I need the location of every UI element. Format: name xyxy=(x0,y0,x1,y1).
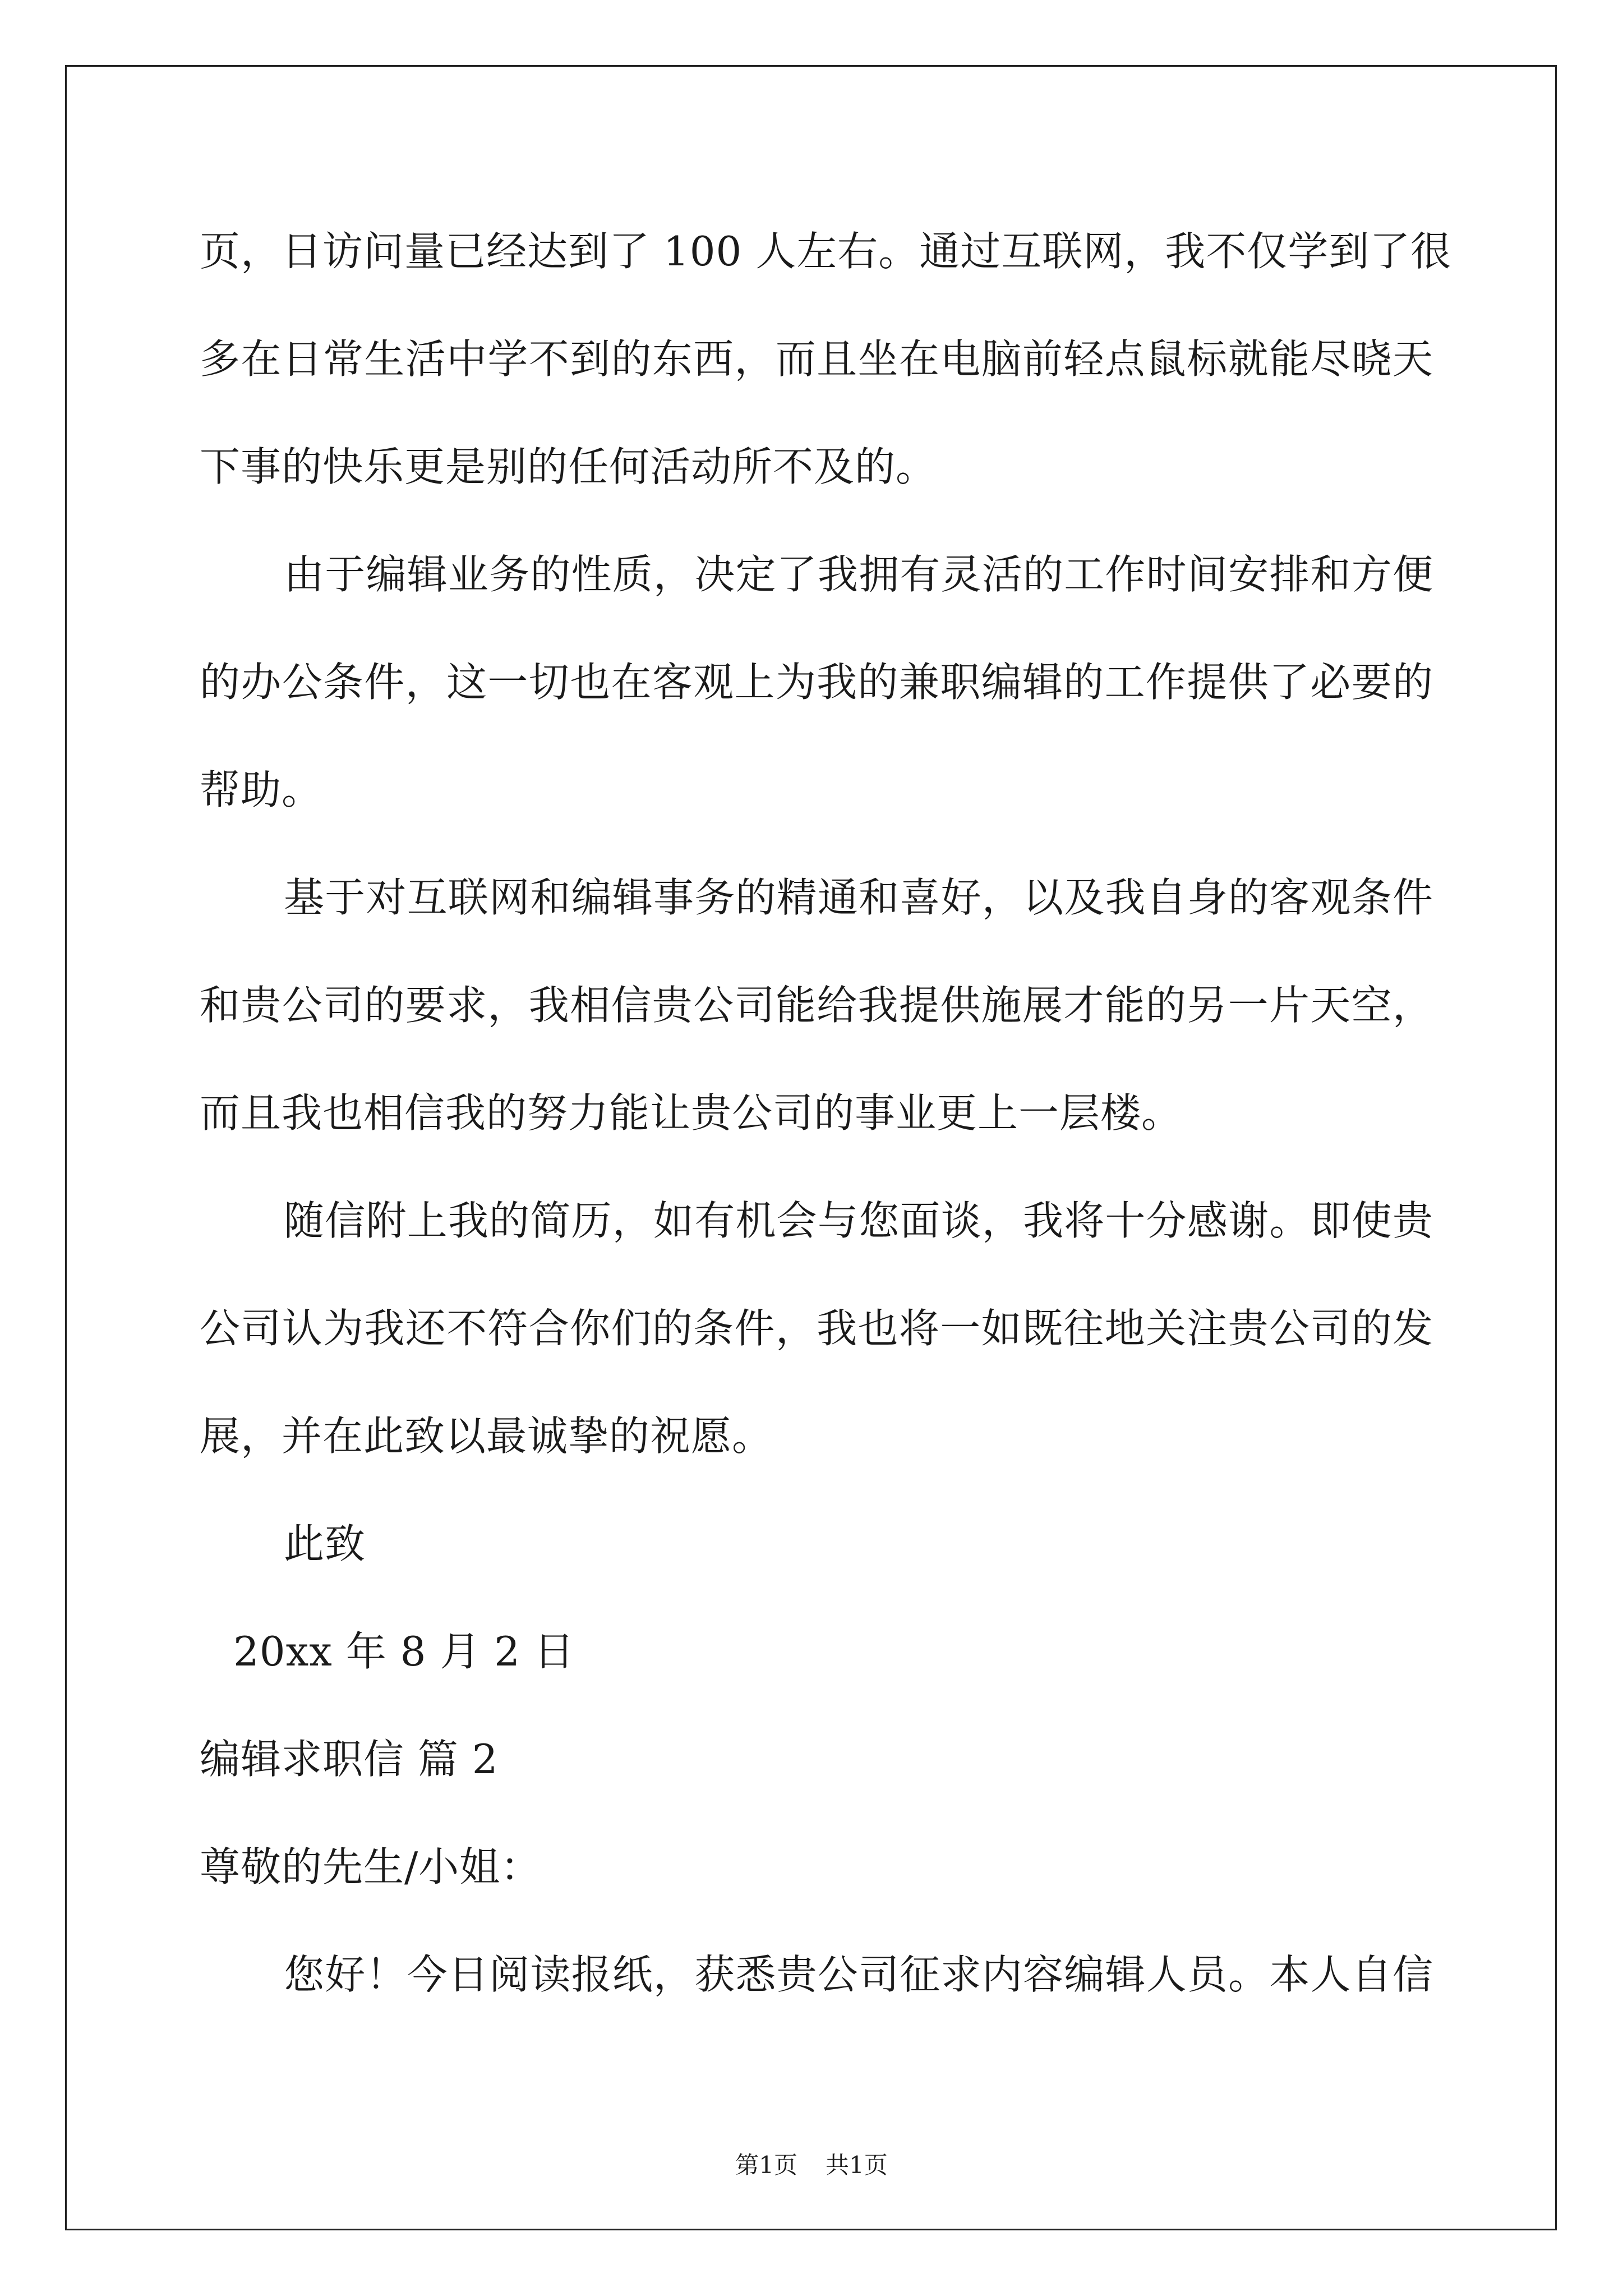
paragraph-line: 页，日访问量已经达到了 100 人左右。通过互联网，我不仅学到了很 xyxy=(200,228,1452,275)
paragraph-line: 随信附上我的简历，如有机会与您面谈，我将十分感谢。即使贵 xyxy=(284,1197,1433,1244)
paragraph-line: 下事的快乐更是别的任何活动所不及的。 xyxy=(200,443,937,490)
paragraph-line: 展，并在此致以最诚挚的祝愿。 xyxy=(200,1412,773,1460)
section-heading: 编辑求职信 篇 2 xyxy=(200,1736,499,1783)
page-border xyxy=(65,65,1557,2230)
greeting: 尊敬的先生/小姐： xyxy=(200,1843,542,1890)
paragraph-line: 帮助。 xyxy=(200,766,323,813)
paragraph-line: 而且我也相信我的努力能让贵公司的事业更上一层楼。 xyxy=(200,1089,1183,1137)
page-number-total: 共1页 xyxy=(826,2151,888,2179)
paragraph-line: 公司认为我还不符合你们的条件，我也将一如既往地关注贵公司的发 xyxy=(200,1305,1433,1352)
paragraph-line: 由于编辑业务的性质，决定了我拥有灵活的工作时间安排和方便 xyxy=(284,551,1433,598)
closing-salutation: 此致 xyxy=(284,1520,366,1567)
letter-date: 20xx 年 8 月 2 日 xyxy=(233,1628,575,1675)
paragraph-line: 多在日常生活中学不到的东西，而且坐在电脑前轻点鼠标就能尽晓天 xyxy=(200,335,1433,383)
paragraph-line: 的办公条件，这一切也在客观上为我的兼职编辑的工作提供了必要的 xyxy=(200,659,1433,706)
paragraph-line: 基于对互联网和编辑事务的精通和喜好，以及我自身的客观条件 xyxy=(284,874,1433,921)
paragraph-line: 和贵公司的要求，我相信贵公司能给我提供施展才能的另一片天空， xyxy=(200,982,1433,1029)
page-footer xyxy=(0,2148,1623,2182)
paragraph-line: 您好！今日阅读报纸，获悉贵公司征求内容编辑人员。本人自信 xyxy=(284,1951,1433,1998)
page-number-current: 第1页 xyxy=(735,2151,797,2179)
